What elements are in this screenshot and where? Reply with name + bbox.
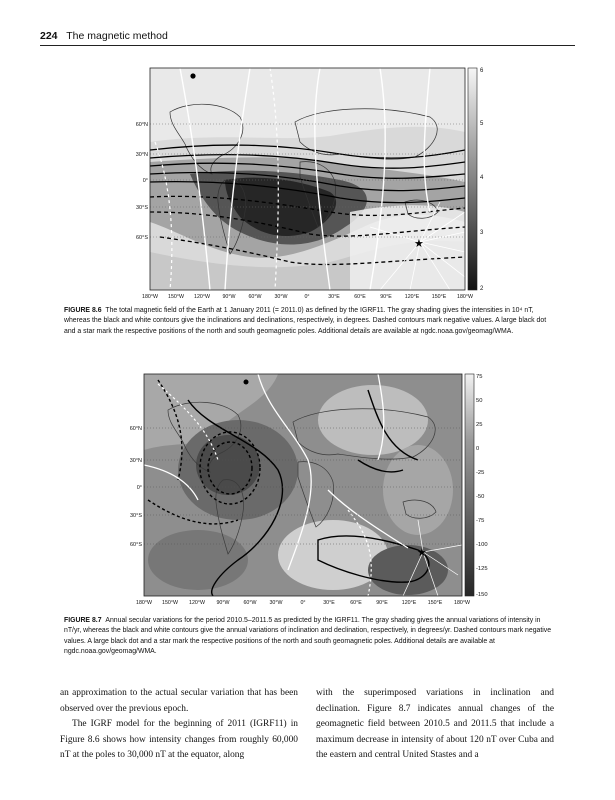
lon-label: 120°E: [404, 294, 420, 300]
lon-label: 150°W: [162, 600, 178, 606]
lon-label: 120°W: [194, 294, 210, 300]
south-geomagnetic-pole-star: ★: [417, 547, 427, 559]
lon-label: 30°W: [269, 600, 283, 606]
scale-label-5: 5: [480, 121, 484, 127]
paragraph: The IGRF model for the beginning of 2011 (IGRF11) in Figure 8.6 shows how intensity changes from roughly 60,000 nT at the poles to 30,000 nT at the equator, along: [60, 719, 298, 761]
lat-label: 30°N: [135, 152, 148, 158]
lon-label: 90°W: [222, 294, 236, 300]
body-column-right: [316, 686, 554, 764]
lon-label: 180°W: [454, 600, 470, 606]
north-geomagnetic-pole-dot: [244, 380, 249, 385]
scale-label: -125: [476, 566, 488, 572]
scale-label: 50: [476, 398, 483, 404]
lon-label: 180°W: [457, 294, 473, 300]
scale-label: -150: [476, 592, 488, 598]
lon-label: 60°E: [354, 294, 366, 300]
figure-8-6-map: [130, 62, 500, 302]
figure-8-6-caption-text: The total magnetic field of the Earth at 1 January 2011 (= 2011.0) as defined by the IGRF11. The gray shading gives the intensities in 10⁴ nT, whereas the black and white contours give the inclinations and declinations, respectively, in degrees. Dashed contours mark negative values. A large black dot and a star mark the respective positions of the north and south geomagnetic poles. Additional details are available at ngdc.noaa.gov/geomag/WMA.: [64, 307, 547, 335]
lon-label: 60°E: [350, 600, 362, 606]
scale-label-2: 2: [480, 286, 484, 292]
figure-8-6: [130, 62, 500, 302]
secular-variation-scale-bar: [465, 374, 474, 596]
lon-label: 150°W: [168, 294, 184, 300]
lon-label: 90°E: [380, 294, 392, 300]
lon-label: 180°W: [142, 294, 158, 300]
page-number: 224: [40, 30, 58, 42]
lat-label: 30°S: [136, 205, 148, 211]
lat-label: 30°S: [130, 513, 142, 519]
lon-label: 30°E: [328, 294, 340, 300]
lat-label: 0°: [136, 485, 142, 491]
scale-label: 75: [476, 374, 483, 380]
paragraph: with the superimposed variations in inclination and declination. Figure 8.7 indicates annual changes of the geomagnetic field between 2010.5 and 2011.5 that include a maximum decrease in intensity of about 120 nT over Cuba and the eastern and central United Stastes and a: [316, 688, 554, 761]
lon-label: 180°W: [136, 600, 152, 606]
paragraph: an approximation to the actual secular variation that has been observed over the previous epoch.: [60, 688, 298, 714]
running-head: [40, 30, 168, 42]
lon-label: 30°W: [274, 294, 288, 300]
lon-label: 120°E: [401, 600, 417, 606]
scale-label-6: 6: [480, 68, 484, 74]
figure-8-6-caption: [64, 306, 556, 337]
lon-label: 30°E: [323, 600, 335, 606]
scale-label-3: 3: [480, 230, 484, 236]
lon-label: 90°W: [216, 600, 230, 606]
lat-label: 60°N: [129, 426, 142, 432]
scale-label: -50: [476, 494, 485, 500]
scale-label-4: 4: [480, 175, 484, 181]
lon-label: 0°: [304, 294, 310, 300]
scale-label: -25: [476, 470, 485, 476]
lon-label: 90°E: [376, 600, 388, 606]
figure-8-7-caption-text: Annual secular variations for the period 2010.5–2011.5 as predicted by the IGRF11. The gray shading gives the annual variations of intensity in nT/yr, whereas the black and white contours give the annual variations of inclination and declination, respectively, in degrees/yr. Dashed contours mark negative values. A large black dot and a star mark the respective positions of the north and south geomagnetic poles. Additional details are available at ngdc.noaa.gov/geomag/WMA.: [64, 617, 552, 656]
lat-label: 30°N: [129, 458, 142, 464]
lon-label: 60°W: [243, 600, 257, 606]
figure-8-7-label: FIGURE 8.7: [64, 617, 102, 624]
running-title: The magnetic method: [66, 30, 168, 42]
scale-label: -100: [476, 542, 488, 548]
lon-label: 0°: [300, 600, 306, 606]
body-column-left: [60, 686, 298, 764]
scale-label: 0: [476, 446, 480, 452]
lon-label: 120°W: [189, 600, 205, 606]
figure-8-7-map: [118, 370, 498, 610]
figure-8-6-label: FIGURE 8.6: [64, 307, 102, 314]
lon-label: 60°W: [248, 294, 262, 300]
scale-label: 25: [476, 422, 483, 428]
scale-label: -75: [476, 518, 485, 524]
lon-label: 150°E: [427, 600, 443, 606]
intensity-scale-bar: [468, 68, 477, 290]
south-geomagnetic-pole-star: ★: [414, 238, 424, 250]
lat-label: 0°: [142, 178, 148, 184]
lat-label: 60°S: [130, 542, 142, 548]
lon-label: 150°E: [431, 294, 447, 300]
north-geomagnetic-pole-dot: [190, 73, 195, 78]
figure-8-7: [118, 370, 498, 610]
lat-label: 60°S: [136, 235, 148, 241]
figure-8-7-caption: [64, 616, 556, 658]
lat-label: 60°N: [135, 122, 148, 128]
header-rule: [40, 45, 575, 46]
